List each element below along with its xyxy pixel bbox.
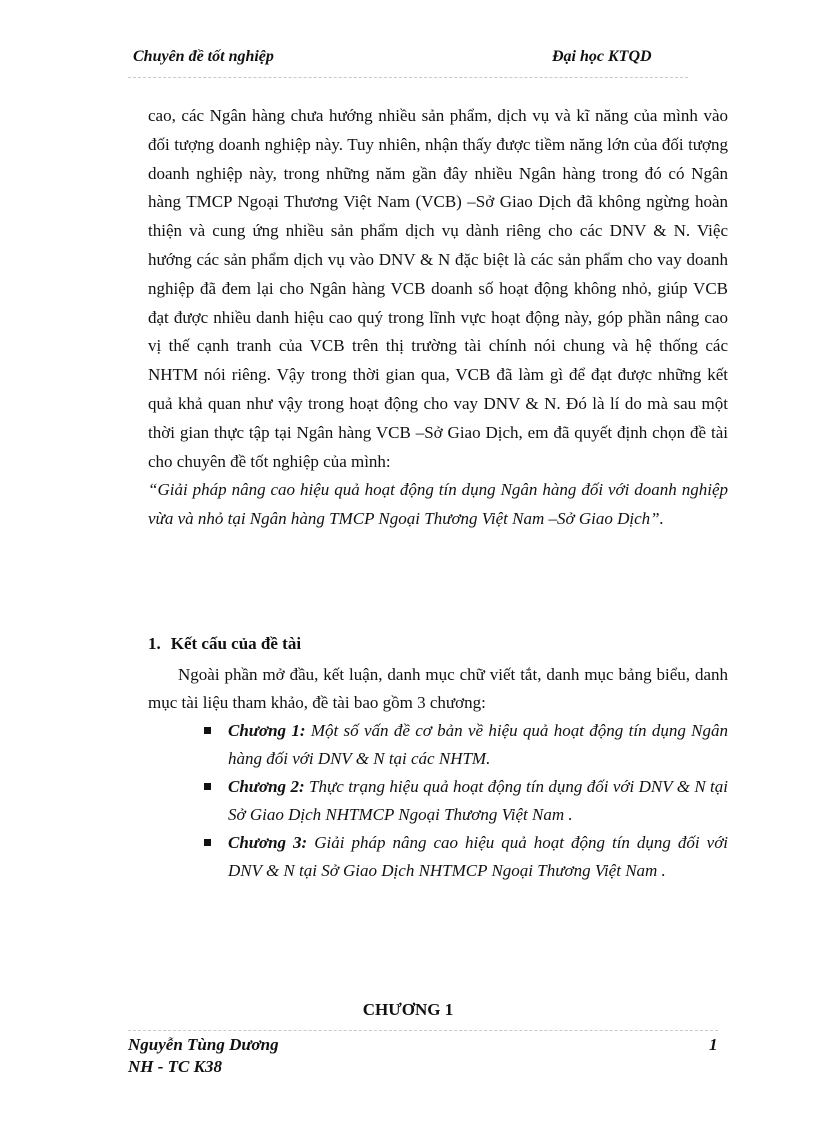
chapter-item bbox=[200, 829, 728, 885]
chapter-title: CHƯƠNG 1 bbox=[362, 1000, 454, 1019]
page-number: 1 bbox=[709, 1035, 718, 1054]
header-university: Đại học KTQD bbox=[552, 48, 652, 65]
chapter-label: Chương 1: bbox=[228, 721, 306, 740]
body-text bbox=[148, 102, 728, 534]
body-paragraph: cao, các Ngân hàng chưa hướng nhiều sản phẩm, dịch vụ và kĩ năng của mình vào đối tượng doanh nghiệp này. Tuy nhiên, nhận thấy được tiềm năng lớn của đối tượng doanh nghiệp này, trong những năm gần đây nhiều Ngân hàng trong đó có Ngân hàng TMCP Ngoại Thương Việt Nam (VCB) –Sở Giao Dịch đã không ngừng hoàn thiện và cung ứng nhiều sản phẩm dịch vụ dành riêng cho các DNV & N. Việc hướng các sản phẩm dịch vụ vào DNV & N đặc biệt là các sản phẩm cho vay doanh nghiệp đã đem lại cho Ngân hàng VCB doanh số hoạt động không nhỏ, giúp VCB đạt được nhiều danh hiệu cao quý trong lĩnh vực hoạt động này, góp phần nâng cao vị thế cạnh tranh của VCB trên thị trường tài chính nói chung và hệ thống các NHTM nói riêng. Vậy trong thời gian qua, VCB đã làm gì để đạt được những kết quả khả quan như vậy trong hoạt động cho vay DNV & N. Đó là lí do mà sau một thời gian thực tập tại Ngân hàng VCB –Sở Giao Dịch, em đã quyết định chọn đề tài cho chuyên đề tốt nghiệp của mình: bbox=[148, 106, 728, 471]
thesis-title: “Giải pháp nâng cao hiệu quả hoạt động tín dụng Ngân hàng đối với doanh nghiệp vừa và nhỏ tại Ngân hàng TMCP Ngoại Thương Việt Nam –Sở Giao Dịch”. bbox=[148, 480, 728, 529]
chapter-description: Thực trạng hiệu quả hoạt động tín dụng đối với DNV & N tại Sở Giao Dịch NHTMCP Ngoại Thương Việt Nam . bbox=[228, 777, 729, 824]
square-bullet-icon bbox=[204, 783, 211, 790]
square-bullet-icon bbox=[204, 839, 211, 846]
chapter-item bbox=[200, 773, 728, 829]
chapter-description: Một số vấn đề cơ bản về hiệu quả hoạt động tín dụng Ngân hàng đối với DNV & N tại các NHTM. bbox=[228, 721, 729, 768]
header-divider bbox=[128, 77, 688, 78]
chapter-label: Chương 2: bbox=[228, 777, 305, 796]
section-heading bbox=[148, 634, 301, 654]
header-document-type: Chuyên đề tốt nghiệp bbox=[133, 48, 274, 65]
footer-author: Nguyễn Tùng Dương bbox=[128, 1035, 279, 1054]
chapter-list bbox=[200, 717, 728, 885]
chapter-description: Giải pháp nâng cao hiệu quả hoạt động tín dụng đối với DNV & N tại Sở Giao Dịch NHTMCP Ngoại Thương Việt Nam . bbox=[228, 833, 728, 880]
square-bullet-icon bbox=[204, 727, 211, 734]
section-number: 1. bbox=[148, 634, 161, 653]
section-intro: Ngoài phần mở đầu, kết luận, danh mục chữ viết tắt, danh mục bảng biểu, danh mục tài liệu tham khảo, đề tài bao gồm 3 chương: bbox=[148, 665, 728, 712]
chapter-item bbox=[200, 717, 728, 773]
section-heading-text: Kết cấu của đề tài bbox=[170, 634, 302, 653]
footer-divider bbox=[128, 1030, 718, 1031]
footer-class: NH - TC K38 bbox=[128, 1057, 222, 1076]
chapter-label: Chương 3: bbox=[228, 833, 308, 852]
